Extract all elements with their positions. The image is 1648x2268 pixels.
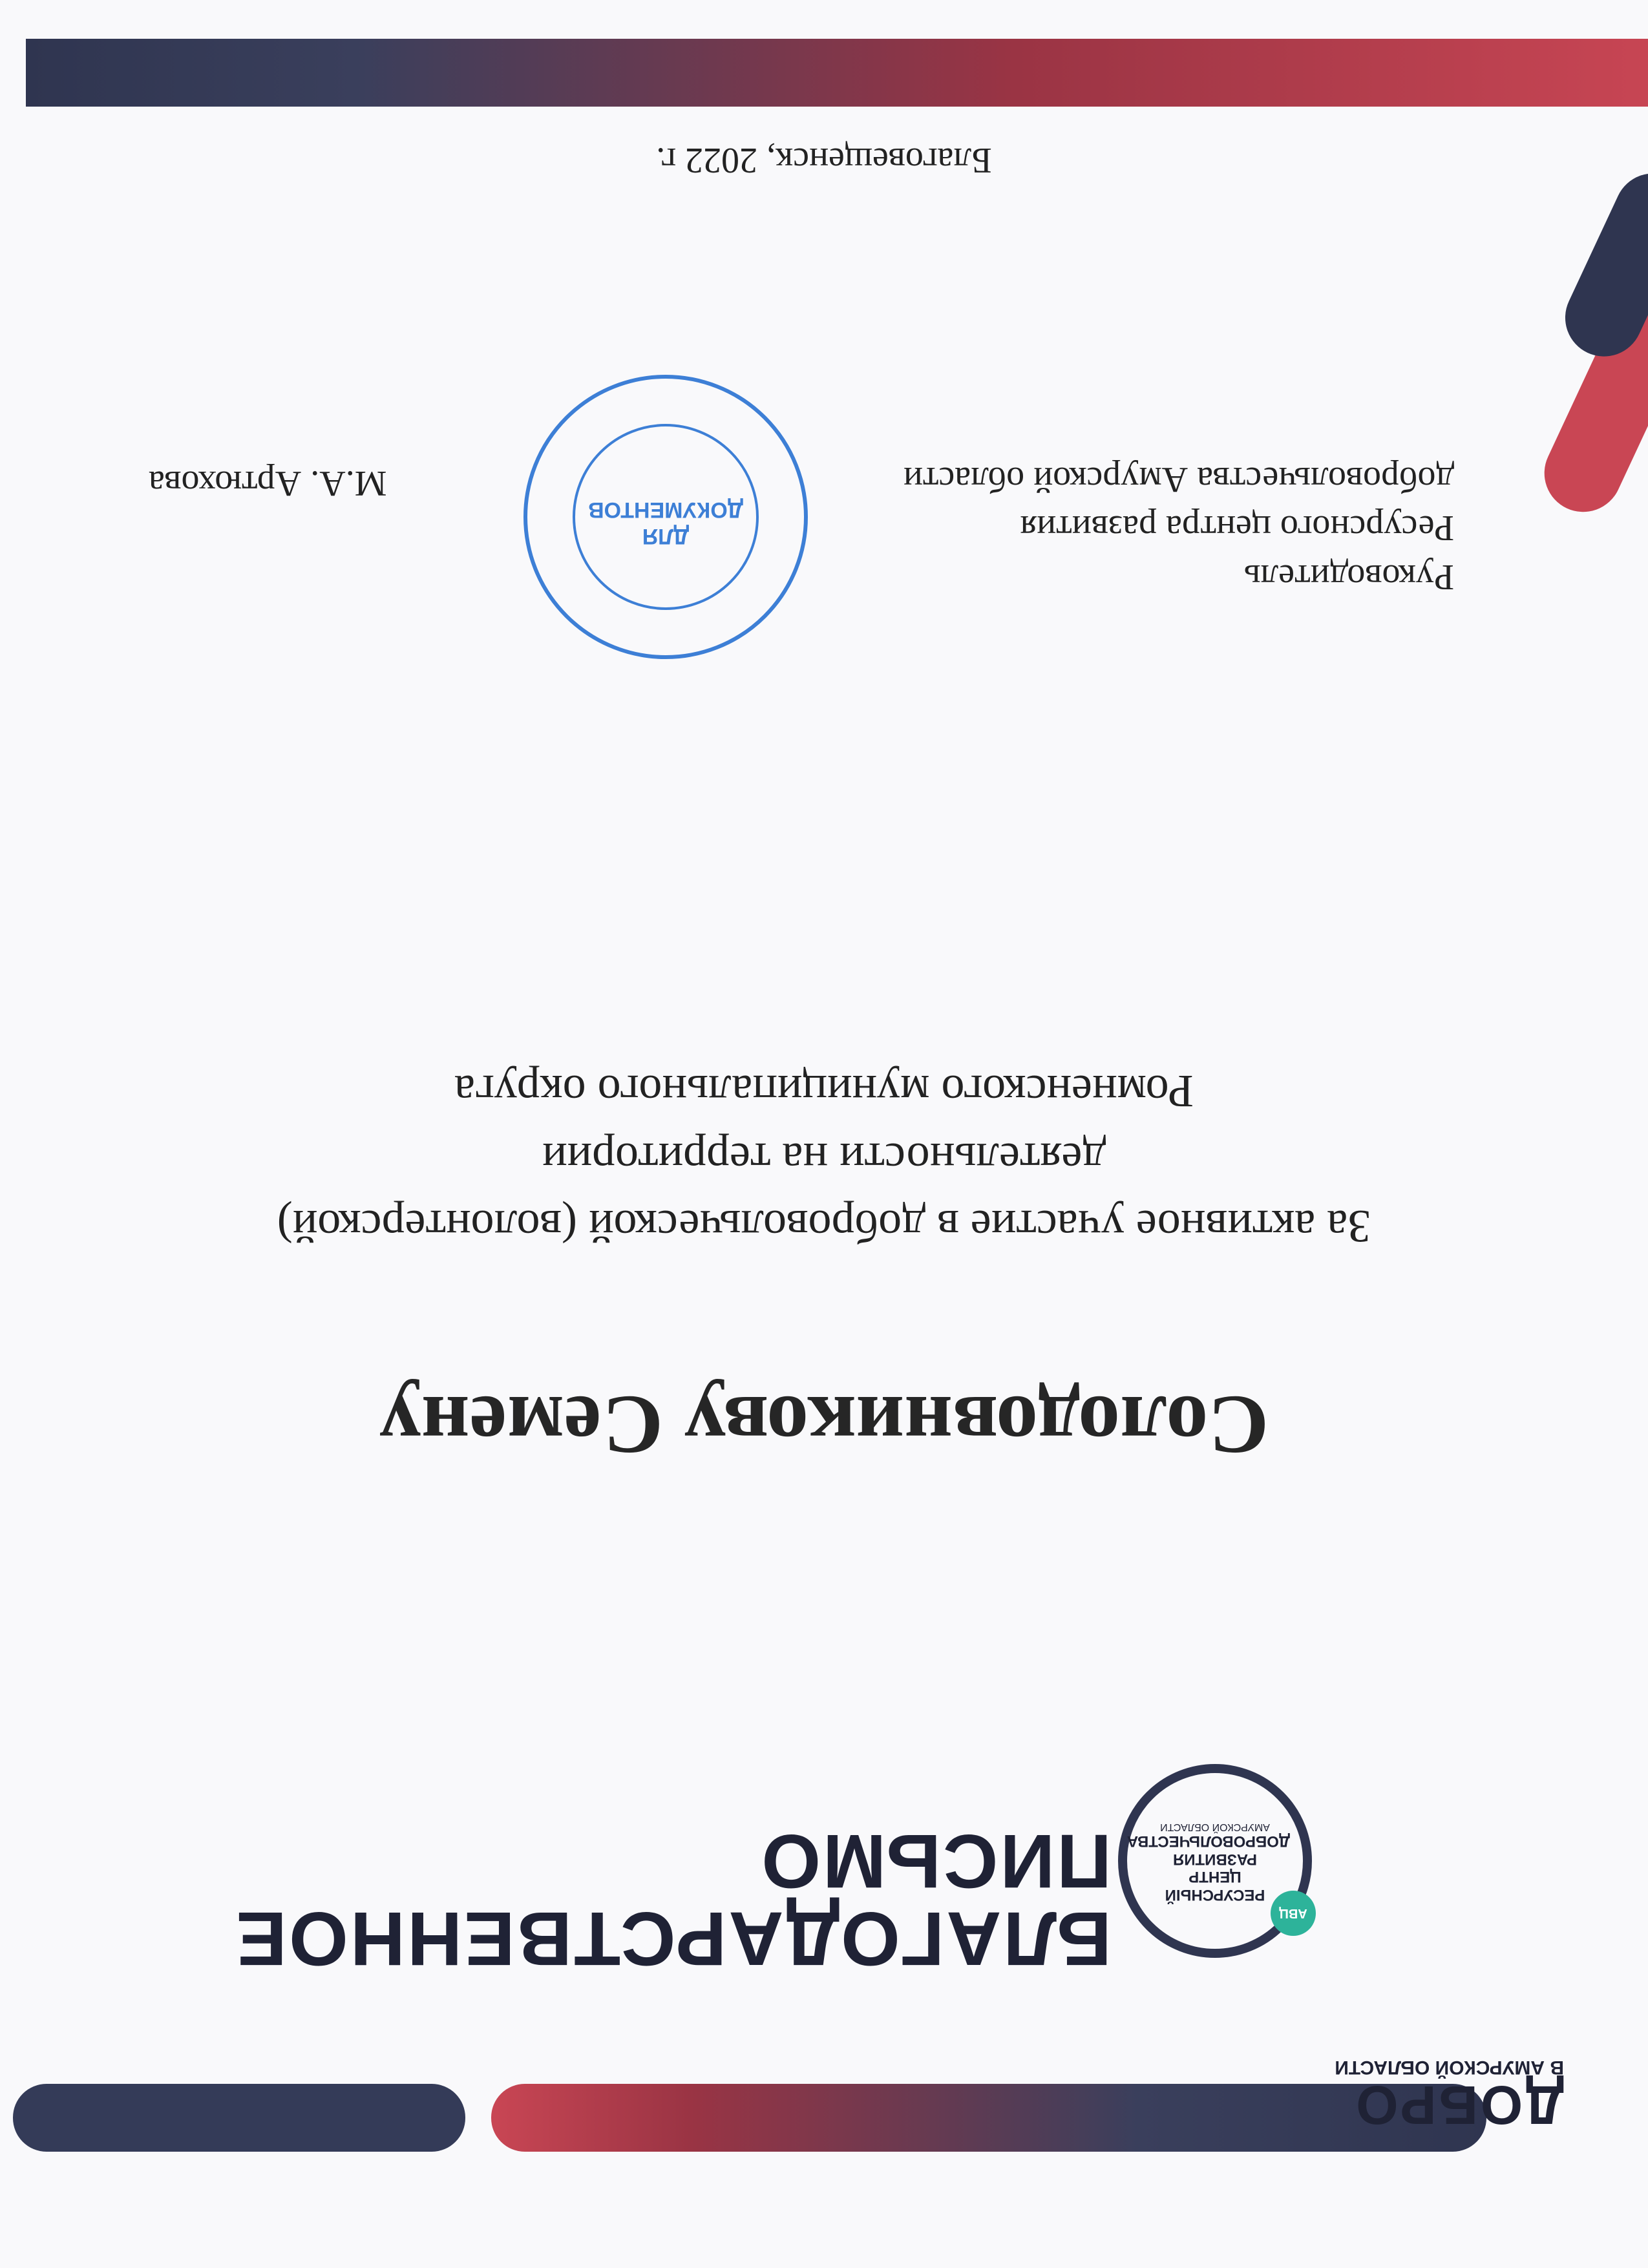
resource-center-logo <box>1118 1764 1312 1958</box>
signatory-title <box>903 454 1454 601</box>
sign-line: Руководитель <box>1243 557 1454 597</box>
body-line: За активное участие в добровольческой (волонтерской) <box>277 1201 1371 1252</box>
body-line: Ромненского муниципального округа <box>454 1066 1194 1118</box>
sign-line: добровольчества Амурской области <box>903 459 1454 499</box>
title-line: ПИСЬМО <box>759 1818 1112 1904</box>
logo-line: АМУРСКОЙ ОБЛАСТИ <box>1160 1821 1270 1832</box>
logo-line: РАЗВИТИЯ <box>1173 1850 1258 1868</box>
city-year: Благовещенск, 2022 г. <box>656 140 992 180</box>
body-line: деятельности на территории <box>542 1133 1106 1185</box>
bottom-decor-bar <box>26 39 1648 107</box>
dobro-logo <box>1335 2057 1564 2136</box>
recipient-name: Солодовникову Семену <box>379 1378 1269 1471</box>
top-right-decor-bar <box>13 2084 465 2152</box>
logo-line: ДОБРОВОЛЬЧЕСТВА <box>1126 1832 1290 1851</box>
side-decor-navy <box>1552 161 1648 370</box>
logo-line: РЕСУРСНЫЙ <box>1165 1886 1265 1904</box>
stamp-inner <box>573 424 759 610</box>
dobro-brand-sub: В АМУРСКОЙ ОБЛАСТИ <box>1335 2057 1564 2078</box>
signatory-name: М.А. Артюхова <box>149 463 387 503</box>
stamp-center-text: ДЛЯ ДОКУМЕНТОВ <box>588 498 743 549</box>
official-stamp <box>523 375 808 659</box>
logo-line: ЦЕНТР <box>1188 1868 1241 1886</box>
title-line: БЛАГОДАРСТВЕННОЕ <box>234 1896 1112 1981</box>
sign-line: Ресурсного центра развития <box>1020 508 1454 549</box>
dobro-brand: ДОБРО <box>1353 2075 1564 2136</box>
avc-badge: АВЦ <box>1271 1891 1316 1936</box>
document-title <box>234 1818 1112 1981</box>
body-text <box>0 1058 1648 1260</box>
